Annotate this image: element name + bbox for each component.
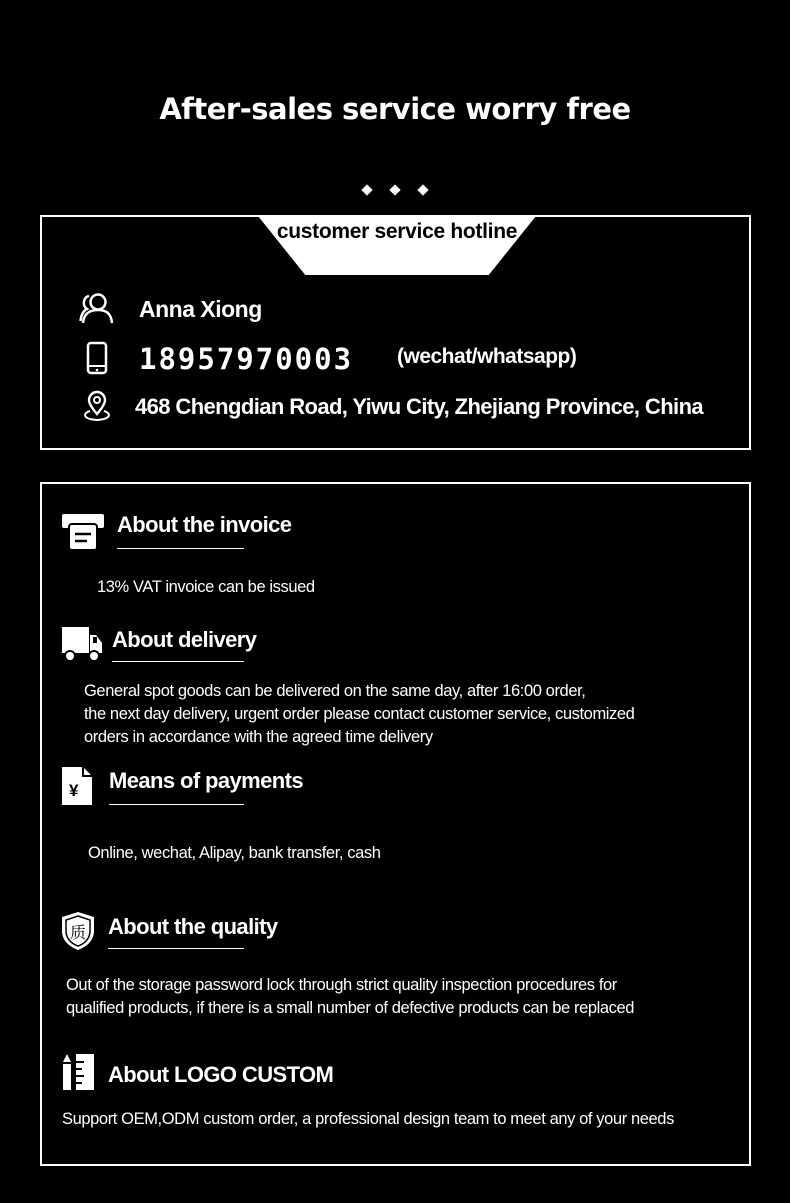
payments-title: Means of payments [109, 768, 303, 793]
user-group-icon [79, 292, 115, 326]
diamond-icon [389, 184, 400, 195]
contact-name: Anna Xiong [139, 296, 262, 322]
quality-line: qualified products, if there is a small number of defective products can be replaced [66, 999, 635, 1017]
decorative-dots [0, 181, 790, 199]
payments-underline [109, 804, 244, 805]
phone-note: (wechat/whatsapp) [397, 345, 577, 368]
yuan-document-icon [61, 766, 93, 806]
location-pin-icon [80, 389, 114, 423]
quality-underline [108, 948, 244, 949]
delivery-title: About delivery [112, 627, 257, 652]
design-tools-icon [61, 1052, 95, 1092]
diamond-icon [418, 184, 429, 195]
quality-line: Out of the storage password lock through strict quality inspection procedures for [66, 976, 617, 994]
quality-glyph: 质 [70, 923, 87, 942]
invoice-text: 13% VAT invoice can be issued [97, 578, 315, 596]
hotline-tab-label: customer service hotline [276, 220, 518, 243]
payments-text: Online, wechat, Alipay, bank transfer, cash [88, 844, 381, 862]
delivery-underline [112, 661, 244, 662]
page-title: After-sales service worry free [159, 92, 631, 126]
truck-icon [61, 624, 103, 664]
logo-custom-title: About LOGO CUSTOM [108, 1062, 334, 1087]
delivery-line: orders in accordance with the agreed time delivery [84, 728, 433, 746]
company-address: 468 Chengdian Road, Yiwu City, Zhejiang Province, China [135, 394, 704, 419]
quality-title: About the quality [108, 914, 278, 939]
phone-number[interactable]: 18957970003 [139, 342, 354, 376]
mobile-phone-icon [86, 341, 108, 375]
printer-icon [61, 511, 105, 551]
diamond-icon [361, 184, 372, 195]
delivery-line: General spot goods can be delivered on the same day, after 16:00 order, [84, 682, 586, 700]
yuan-glyph: ¥ [69, 781, 79, 800]
logo-custom-text: Support OEM,ODM custom order, a professional design team to meet any of your needs [62, 1110, 674, 1128]
invoice-underline [117, 548, 244, 549]
delivery-line: the next day delivery, urgent order please contact customer service, customized [84, 705, 635, 723]
invoice-title: About the invoice [117, 512, 292, 537]
quality-shield-icon [61, 911, 95, 951]
